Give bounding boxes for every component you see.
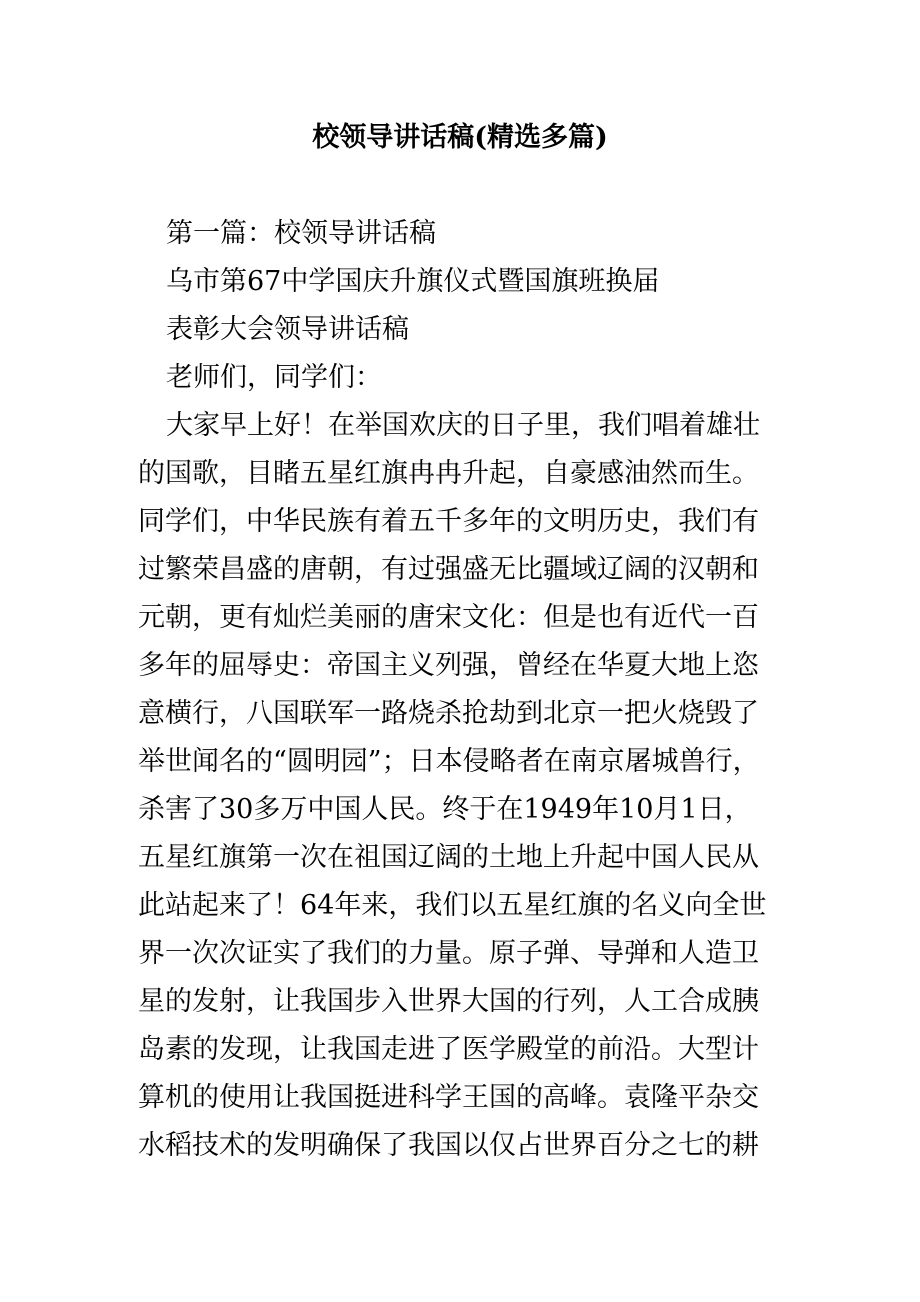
paragraph-line: 多年的屈辱史：帝国主义列强，曾经在华夏大地上恣 — [138, 650, 759, 681]
paragraph-line: 大家早上好！在举国欢庆的日子里，我们唱着雄壮 — [166, 410, 760, 441]
paragraph-line: 算机的使用让我国挺进科学王国的高峰。袁隆平杂交 — [138, 1082, 759, 1113]
paragraph-line: 岛素的发现，让我国走进了医学殿堂的前沿。大型计 — [138, 1034, 759, 1065]
paragraph-line: 水稻技术的发明确保了我国以仅占世界百分之七的耕 — [138, 1130, 759, 1161]
paragraph-line: 五星红旗第一次在祖国辽阔的土地上升起中国人民从 — [138, 842, 759, 873]
speech-title-line-2: 表彰大会领导讲话稿 — [166, 314, 409, 345]
paragraph-line: 同学们，中华民族有着五千多年的文明历史，我们有 — [138, 506, 759, 537]
paragraph-line: 意横行，八国联军一路烧杀抢劫到北京一把火烧毁了 — [138, 698, 759, 729]
paragraph-line: 界一次次证实了我们的力量。原子弹、导弹和人造卫 — [138, 938, 759, 969]
speech-title-line-1: 乌市第67中学国庆升旗仪式暨国旗班换届 — [166, 266, 660, 297]
paragraph-line: 举世闻名的“圆明园”；日本侵略者在南京屠城兽行， — [138, 746, 760, 777]
paragraph-line: 此站起来了！64年来，我们以五星红旗的名义向全世 — [138, 890, 767, 921]
paragraph-line: 杀害了30多万中国人民。终于在1949年10月1日， — [138, 794, 752, 825]
paragraph-line: 过繁荣昌盛的唐朝，有过强盛无比疆域辽阔的汉朝和 — [138, 554, 759, 585]
paragraph-line: 星的发射，让我国步入世界大国的行列，人工合成胰 — [138, 986, 759, 1017]
paragraph-line: 的国歌，目睹五星红旗冉冉升起，自豪感油然而生。 — [138, 458, 759, 489]
paragraph-line: 元朝，更有灿烂美丽的唐宋文化：但是也有近代一百 — [138, 602, 759, 633]
section-heading: 第一篇：校领导讲话稿 — [166, 218, 436, 249]
document-title: 校领导讲话稿(精选多篇) — [312, 122, 608, 153]
salutation: 老师们，同学们： — [166, 362, 382, 393]
